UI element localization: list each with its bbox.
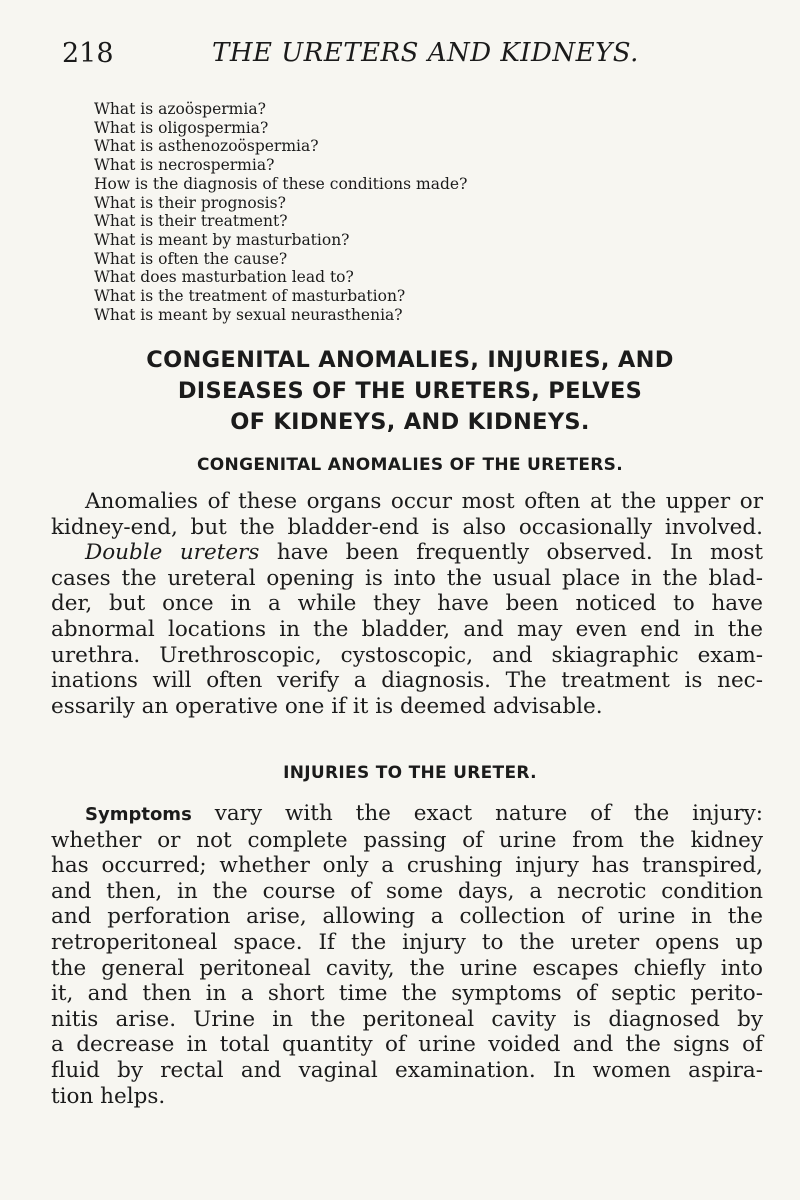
running-title: THE URETERS AND KIDNEYS. [212,38,639,68]
section-heading-congenital: CONGENITAL ANOMALIES OF THE URETERS. [197,455,623,475]
question-line: What is azoöspermia? [94,100,266,118]
text-line: der, but once in a while they have been noticed to have [51,591,763,617]
question-line: What is often the cause? [94,249,288,268]
question-line: What is asthenozoöspermia? [94,137,319,156]
question-line: What does masturbation lead to? [94,268,354,287]
question-line: What is necrospermia? [94,156,275,175]
text-line: inations will often verify a diagnosis. The treatment is nec- [51,668,763,694]
text-run: have been frequently observed. In most [259,540,764,566]
text-line: fluid by rectal and vaginal examination. In women aspira- [51,1057,763,1083]
text-line: retroperitoneal space. If the injury to the ureter opens up [51,929,763,955]
text-line [51,540,763,566]
italic-term: Double ureters [85,540,260,566]
text-line: cases the ureteral opening is into the usual place in the blad- [51,565,763,591]
running-head [62,38,760,72]
text-line: it, and then in a short time the symptoms of septic perito- [51,981,763,1007]
review-questions [94,100,794,324]
paragraph-injuries [51,801,763,1109]
text-line: and perforation arise, allowing a collection of urine in the [51,904,763,930]
text-line: essarily an operative one if it is deemed advisable. [51,693,603,719]
question-line: What is the treatment of masturbation? [94,287,406,306]
section-heading-injuries: INJURIES TO THE URETER. [283,763,537,783]
text-line [51,801,763,828]
chapter-heading-line: DISEASES OF THE URETERS, PELVES [177,378,643,404]
question-line: What is meant by masturbation? [94,230,350,249]
question-line: How is the diagnosis of these conditions made? [94,174,468,193]
text-line: whether or not complete passing of urine from the kidney [51,827,763,853]
text-line: urethra. Urethroscopic, cystoscopic, and skiagraphic exam- [51,642,763,668]
text-line: tion helps. [51,1083,166,1109]
text-line: abnormal locations in the bladder, and may even end in the [51,616,763,642]
text-line: kidney-end, but the bladder-end is also occasionally involved. [51,514,763,540]
chapter-heading-line: OF KIDNEYS, AND KIDNEYS. [230,409,590,435]
question-line: What is meant by sexual neurasthenia? [94,305,403,324]
paragraph-congenital-anomalies [51,489,763,719]
question-line: What is their treatment? [94,212,288,231]
text-line: a decrease in total quantity of urine voided and the signs of [51,1032,763,1058]
question-line: What is oligospermia? [94,118,269,137]
text-line: Anomalies of these organs occur most often at the upper or [85,489,763,514]
run-in-heading: Symptoms [85,804,192,825]
text-line: and then, in the course of some days, a necrotic condition [51,878,763,904]
chapter-heading [40,345,780,438]
text-line: nitis arise. Urine in the peritoneal cavity is diagnosed by [51,1006,763,1032]
page-number: 218 [62,38,114,69]
text-line: has occurred; whether only a crushing injury has transpired, [51,853,763,879]
chapter-heading-line: CONGENITAL ANOMALIES, INJURIES, AND [146,347,674,373]
question-line: What is their prognosis? [94,193,286,212]
text-line: the general peritoneal cavity, the urine escapes chiefly into [51,955,763,981]
text-run: vary with the exact nature of the injury: [191,801,763,826]
